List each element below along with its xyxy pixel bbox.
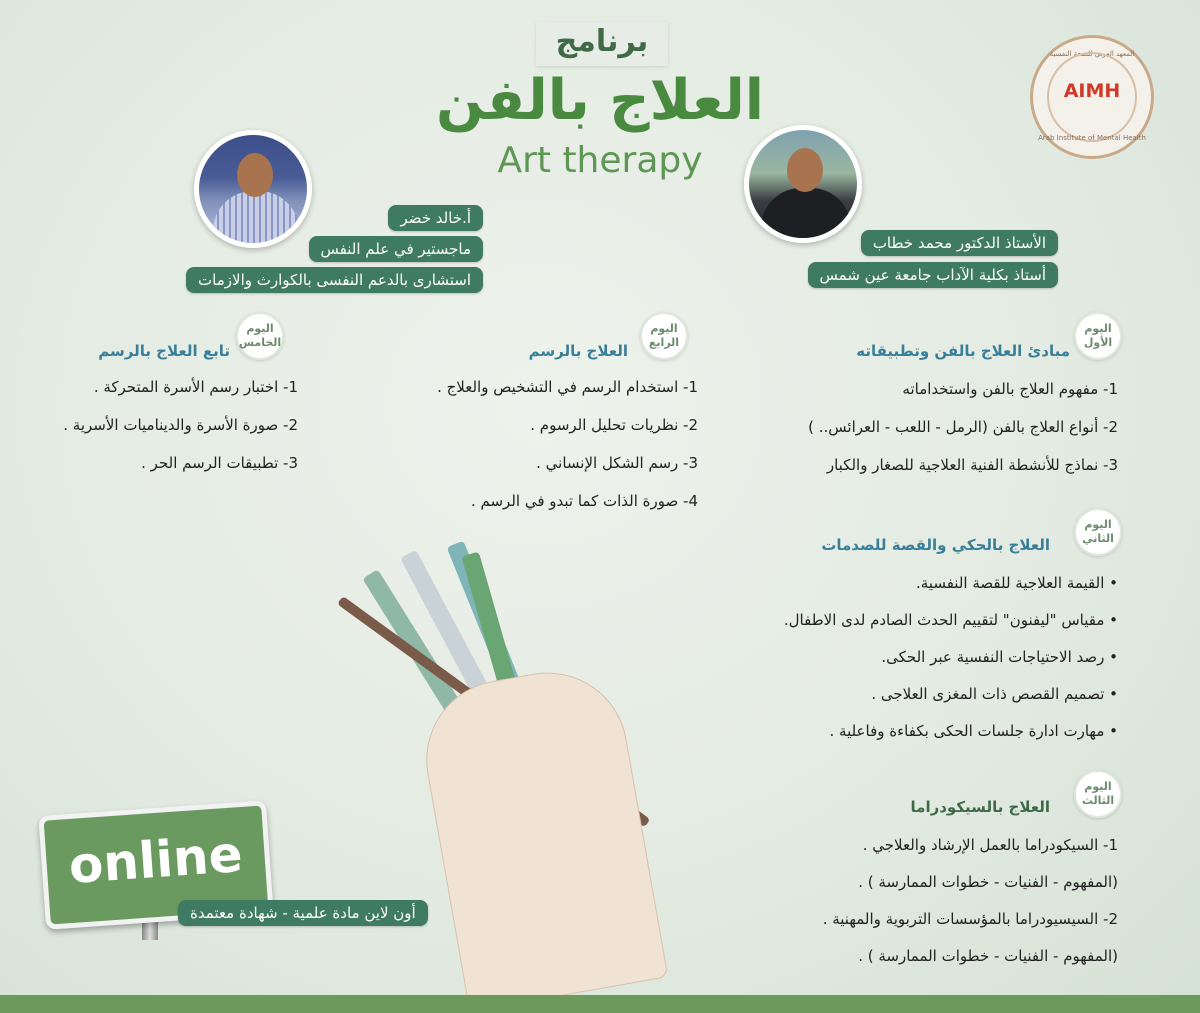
day-3-item: (المفهوم - الفنيات - خطوات الممارسة ) . (858, 873, 1118, 891)
day-1-item: 3- نماذج للأنشطة الفنية العلاجية للصغار والكبار (826, 456, 1118, 474)
day-1-item: 2- أنواع العلاج بالفن (الرمل - اللعب - العرائس.. ) (808, 418, 1118, 436)
day-1-badge: اليوم الأول (1074, 312, 1122, 360)
day-3-title: العلاج بالسيكودراما (910, 798, 1050, 816)
page-subtitle: Art therapy (497, 140, 703, 181)
day-2-item: • مهارت ادارة جلسات الحكى بكفاءة وفاعلية . (829, 722, 1118, 740)
day-2-title: العلاج بالحكي والقصة للصدمات (821, 536, 1050, 554)
day-2-item: • مقياس "ليفنون" لتقييم الحدث الصادم لدى الاطفال. (783, 611, 1118, 629)
day-4-item: 1- استخدام الرسم في التشخيص والعلاج . (437, 378, 698, 396)
day-5-item: 2- صورة الأسرة والديناميات الأسرية . (63, 416, 298, 434)
program-label: برنامج (555, 24, 649, 59)
day-4-item: 4- صورة الذات كما تبدو في الرسم . (470, 492, 698, 510)
page-title: العلاج بالفن (436, 68, 764, 133)
day-3-item: 2- السيسيودراما بالمؤسسات التربوية والمهنية . (822, 910, 1118, 928)
day-4-title: العلاج بالرسم (528, 342, 628, 360)
online-note: أون لاين مادة علمية - شهادة معتمدة (178, 900, 428, 926)
lecturer-2-name: الأستاذ الدكتور محمد خطاب (861, 230, 1058, 256)
lecturer-2-avatar (744, 125, 862, 243)
day-1-title: مبادئ العلاج بالفن وتطبيقاته (856, 342, 1070, 360)
day-2-item: • تصميم القصص ذات المغزى العلاجى . (871, 685, 1118, 703)
day-3-item: (المفهوم - الفنيات - خطوات الممارسة ) . (858, 947, 1118, 965)
day-5-title: تابع العلاج بالرسم (98, 342, 230, 360)
day-5-badge: اليوم الخامس (236, 312, 284, 360)
day-1-item: 1- مفهوم العلاج بالفن واستخداماته (902, 380, 1118, 398)
logo-ring-text: المعهد العربي للصحة النفسية (1049, 50, 1135, 58)
logo-ring-text-en: Arab Institute of Mental Health (1038, 134, 1146, 142)
lecturer-1-name: أ.خالد خضر (388, 205, 483, 231)
day-2-item: • القيمة العلاجية للقصة النفسية. (916, 574, 1118, 592)
lecturer-1-role: استشارى بالدعم النفسى بالكوارث والازمات (186, 267, 483, 293)
online-sign-text: online (66, 825, 245, 896)
day-4-item: 3- رسم الشكل الإنساني . (536, 454, 698, 472)
day-2-badge: اليوم الثاني (1074, 508, 1122, 556)
day-3-badge: اليوم الثالث (1074, 770, 1122, 818)
day-2-item: • رصد الاحتياجات النفسية عبر الحكى. (881, 648, 1118, 666)
day-5-item: 3- تطبيقات الرسم الحر . (141, 454, 298, 472)
day-3-item: 1- السيكودراما بالعمل الإرشاد والعلاجي . (862, 836, 1118, 854)
avatar-shirt (213, 191, 299, 248)
day-5-item: 1- اختبار رسم الأسرة المتحركة . (93, 378, 298, 396)
avatar-shirt (761, 188, 851, 243)
lecturer-1-degree: ماجستير في علم النفس (309, 236, 483, 262)
day-4-badge: اليوم الرابع (640, 312, 688, 360)
lecturer-1-avatar (194, 130, 312, 248)
avatar-face (787, 148, 823, 192)
logo-text: AIMH (1063, 80, 1121, 102)
avatar-face (237, 153, 273, 197)
aimh-logo (1030, 35, 1154, 159)
lecturer-2-role: أستاذ بكلية الآداب جامعة عين شمس (808, 262, 1058, 288)
footer-bar (0, 995, 1200, 1013)
hand-illustration (414, 660, 669, 1012)
day-4-item: 2- نظريات تحليل الرسوم . (530, 416, 698, 434)
